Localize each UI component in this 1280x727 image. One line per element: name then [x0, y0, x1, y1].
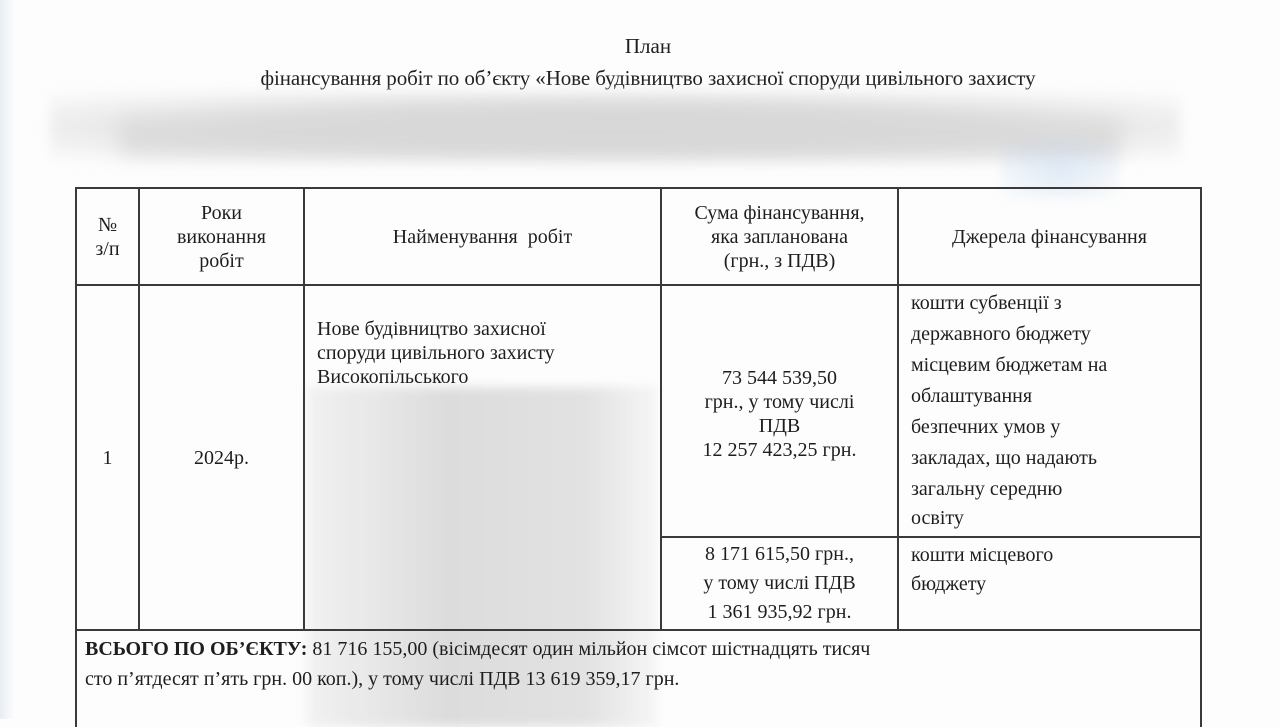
header-years-line: робіт — [199, 249, 244, 272]
source-line: кошти місцевого — [911, 544, 1054, 566]
sum-line: 12 257 423,25 грн. — [702, 439, 857, 461]
sum-line: у тому числі ПДВ — [703, 572, 856, 594]
header-years-line: виконання — [176, 225, 267, 248]
page-edge-shadow — [0, 0, 14, 719]
header-name — [305, 189, 660, 284]
total-divider — [75, 629, 1202, 631]
document-title: План — [624, 34, 672, 58]
source-line: закладах, що надають — [911, 447, 1097, 469]
sum-line: 73 544 539,50 — [722, 367, 837, 389]
source-line: місцевим бюджетам на — [911, 354, 1108, 376]
header-source-text: Джерела фінансування — [952, 225, 1147, 248]
work-name-line: Високопільського — [317, 366, 469, 388]
source-line: облаштування — [911, 385, 1033, 407]
header-years — [140, 189, 303, 284]
header-name-text: Найменування робіт — [392, 225, 573, 248]
header-sum-line: яка запланована — [711, 225, 848, 248]
funding-sum-1 — [662, 286, 897, 536]
source-line: освіту — [911, 507, 964, 529]
row-num-text: 1 — [102, 446, 113, 469]
sum-line: ПДВ — [758, 415, 801, 437]
document-subtitle: фінансування робіт по об’єкту «Нове будівництво захисної споруди цивільного захисту — [260, 66, 1036, 90]
row-years — [140, 286, 303, 629]
funding-sum-2 — [662, 538, 897, 629]
total-label: ВСЬОГО ПО ОБ’ЄКТУ: — [85, 638, 308, 660]
source-line: загальну середню — [911, 478, 1063, 500]
total-line-2: сто п’ятдесят п’ять грн. 00 коп.), у тому числі ПДВ 13 619 359,17 грн. — [85, 668, 680, 690]
work-name-line: споруди цивільного захисту — [317, 342, 555, 364]
redacted-region-inner — [120, 120, 1120, 154]
funding-table — [75, 187, 1202, 727]
work-name-line: Нове будівництво захисної — [317, 318, 546, 340]
header-num — [77, 189, 138, 284]
header-source — [899, 189, 1200, 284]
source-line: бюджету — [911, 573, 987, 595]
header-years-line: Роки — [200, 201, 243, 224]
source-line: державного бюджету — [911, 323, 1091, 345]
header-num-line: з/п — [95, 237, 120, 260]
header-sum — [662, 189, 897, 284]
sum-line: 1 361 935,92 грн. — [707, 601, 852, 623]
funding-source-1 — [911, 288, 1196, 531]
total-row — [85, 634, 1195, 694]
table-border-right — [1200, 187, 1202, 727]
sum-line: 8 171 615,50 грн., — [705, 543, 854, 565]
total-line-1 — [85, 634, 1195, 664]
row-num — [77, 286, 138, 629]
sum-line: грн., у тому числі — [704, 391, 855, 413]
source-line: кошти субвенції з — [911, 292, 1062, 314]
header-num-line: № — [97, 213, 118, 236]
header-sum-line: (грн., з ПДВ) — [723, 249, 836, 272]
funding-source-2 — [911, 541, 1196, 599]
row-work-name — [317, 317, 657, 389]
row-years-text: 2024р. — [194, 446, 249, 469]
source-line: безпечних умов у — [911, 416, 1061, 438]
total-amount-text: 81 716 155,00 (вісімдесят один мільйон сімсот шістнадцять тисяч — [307, 638, 871, 660]
header-sum-line: Сума фінансування, — [694, 201, 865, 224]
